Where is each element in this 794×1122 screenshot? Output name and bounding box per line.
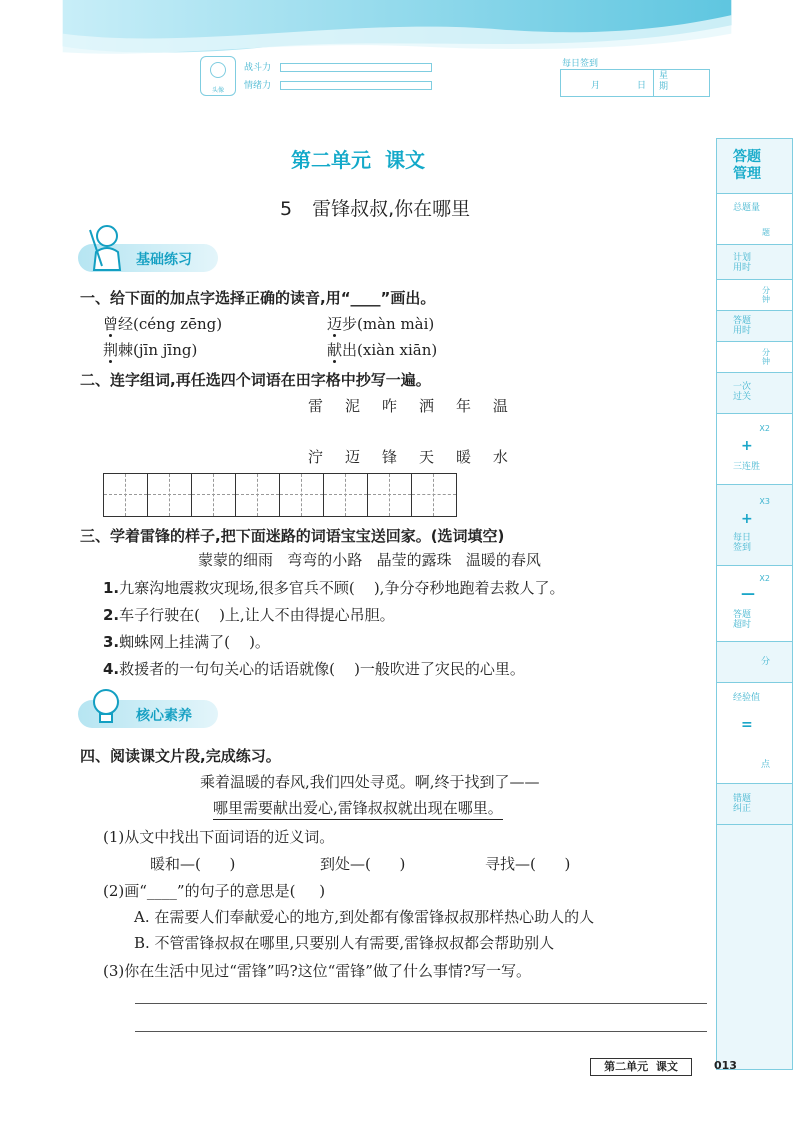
- power-label: 战斗力: [244, 63, 272, 73]
- q1-item-1: [103, 313, 222, 334]
- bulb-icon: [84, 684, 128, 730]
- q2-row1: [308, 395, 508, 416]
- q4-sub1: (1)从文中找出下面词语的近义词。: [103, 828, 335, 846]
- q1-item-2: [327, 313, 434, 334]
- q3-text: 救援者的一句句关心的话语就像( )一般吹进了灾民的心里。: [119, 660, 525, 678]
- q3-num: 4.: [103, 660, 120, 678]
- sidebar-header: [717, 139, 792, 194]
- q1-pinyin[interactable]: 棘(jīn jīng): [118, 341, 198, 359]
- sidebar-row-label: 答题 用时: [733, 316, 752, 336]
- minus-icon: —: [741, 586, 755, 602]
- q2-char[interactable]: 温: [492, 397, 508, 415]
- tianzige-cell[interactable]: [148, 474, 192, 516]
- emphasis-dot: [333, 334, 336, 337]
- q3-text: 车子行驶在( )上,让人不由得提心吊胆。: [119, 606, 395, 624]
- q2-char[interactable]: 洒: [418, 397, 434, 415]
- sidebar-row-label: 答题 超时: [733, 610, 752, 630]
- q3-item-1[interactable]: [103, 577, 564, 598]
- sidebar-row-label: 经验值: [733, 693, 761, 703]
- q3-num: 1.: [103, 579, 120, 597]
- q2-char[interactable]: 暖: [455, 448, 471, 466]
- sidebar-title-1: 答题: [733, 149, 761, 165]
- tianzige-cell[interactable]: [280, 474, 324, 516]
- section-badge-basic: [78, 244, 218, 272]
- q3-item-3[interactable]: [103, 631, 270, 652]
- avatar: [200, 56, 236, 96]
- sidebar-multiplier: X2: [759, 574, 770, 583]
- sidebar-row-checkin[interactable]: [717, 485, 792, 566]
- sidebar-row-overtime[interactable]: [717, 566, 792, 642]
- emphasis-dot: [109, 334, 112, 337]
- checkin-label: 每日签到: [562, 59, 599, 69]
- q3-num: 2.: [103, 606, 120, 624]
- sidebar-row-label: 一次 过关: [733, 382, 752, 402]
- plus-icon: +: [741, 511, 753, 527]
- tianzige-cell[interactable]: [104, 474, 148, 516]
- q1-char: 献: [327, 341, 343, 359]
- sidebar-row-unit: 题: [762, 228, 770, 237]
- sidebar-row-label: 每日 签到: [733, 533, 752, 553]
- q1-title: 一、给下面的加点字选择正确的读音,用“____”画出。: [80, 289, 436, 307]
- date-box[interactable]: [560, 69, 710, 97]
- answer-line[interactable]: [135, 1003, 707, 1004]
- sidebar-row-unit: 点: [760, 760, 770, 770]
- equals-icon: =: [741, 717, 753, 733]
- emphasis-dot: [333, 360, 336, 363]
- q1-char: 荆: [103, 341, 119, 359]
- q1-char: 迈: [327, 315, 343, 333]
- q3-num: 3.: [103, 633, 120, 651]
- q2-char[interactable]: 天: [418, 448, 434, 466]
- q2-title: 二、连字组词,再任选四个词语在田字格中抄写一遍。: [80, 371, 431, 389]
- sidebar-row-exp[interactable]: [717, 683, 792, 784]
- mood-bar: [280, 81, 432, 90]
- q3-item-4[interactable]: [103, 658, 525, 679]
- sidebar-row-streak[interactable]: [717, 414, 792, 485]
- sidebar-row-onepass[interactable]: [717, 373, 792, 414]
- tianzige-cell[interactable]: [192, 474, 236, 516]
- q2-char[interactable]: 水: [492, 448, 508, 466]
- q3-text: 九寨沟地震救灾现场,很多官兵不顾( ),争分夺秒地跑着去救人了。: [119, 579, 565, 597]
- power-bar: [280, 63, 432, 72]
- sidebar-multiplier: X3: [759, 497, 770, 506]
- sidebar-row-used-value[interactable]: [717, 342, 792, 373]
- q4-sub3: (3)你在生活中见过“雷锋”吗?这位“雷锋”做了什么事情?写一写。: [103, 962, 532, 980]
- day-label: 日: [637, 81, 647, 91]
- q2-char[interactable]: 泥: [344, 397, 360, 415]
- sidebar-title-2: 管理: [733, 166, 761, 182]
- avatar-label: 头像: [211, 87, 224, 94]
- lesson-number: 5: [280, 198, 293, 220]
- q4-sub1-item[interactable]: 暖和—( ): [150, 855, 236, 873]
- q1-char: 曾: [103, 315, 119, 333]
- q1-pinyin[interactable]: 步(màn mài): [342, 315, 435, 333]
- q1-item-3: [103, 339, 197, 360]
- month-label: 月: [591, 81, 601, 91]
- tianzige-cell[interactable]: [236, 474, 280, 516]
- sidebar-row-unit: 分 钟: [762, 286, 770, 304]
- q4-option-a[interactable]: A. 在需要人们奉献爱心的地方,到处都有像雷锋叔叔那样热心助人的人: [134, 908, 595, 926]
- q4-title: 四、阅读课文片段,完成练习。: [80, 747, 281, 765]
- tianzige-grid[interactable]: [103, 473, 457, 517]
- sidebar-row-label: 错题 纠正: [733, 794, 752, 814]
- tianzige-cell[interactable]: [324, 474, 368, 516]
- sidebar-row-total[interactable]: [717, 194, 792, 245]
- q4-sub2[interactable]: (2)画“____”的句子的意思是( ): [103, 882, 326, 900]
- section-badge-basic-label: 基础练习: [136, 252, 192, 268]
- unit-title: 第二单元 课文: [291, 148, 425, 172]
- sidebar-multiplier: X2: [759, 424, 770, 433]
- lesson-heading: [280, 194, 470, 221]
- section-badge-core-label: 核心素养: [136, 708, 192, 724]
- q1-pinyin[interactable]: 出(xiàn xiān): [342, 341, 438, 359]
- q1-pinyin[interactable]: 经(céng zēng): [118, 315, 223, 333]
- q3-options: 蒙蒙的细雨 弯弯的小路 晶莹的露珠 温暖的春风: [198, 551, 541, 569]
- sidebar-row-correction[interactable]: [717, 784, 792, 825]
- q2-char[interactable]: 年: [455, 397, 471, 415]
- q4-sub1-item[interactable]: 寻找—( ): [485, 855, 571, 873]
- student-icon: [82, 222, 132, 274]
- footer-unit: 第二单元 课文: [590, 1058, 692, 1076]
- sidebar-row-label: 三连胜: [733, 462, 761, 472]
- q4-option-b[interactable]: B. 不管雷锋叔叔在哪里,只要别人有需要,雷锋叔叔都会帮助别人: [134, 934, 555, 952]
- weekday-label: 星期: [659, 71, 669, 92]
- sidebar-row-plan-value[interactable]: [717, 280, 792, 311]
- answer-management-sidebar: [716, 138, 793, 1070]
- mood-label: 情绪力: [244, 81, 272, 91]
- sidebar-row-unit: 分 钟: [762, 348, 770, 366]
- page-number: 013: [714, 1059, 737, 1072]
- q1-item-4: [327, 339, 437, 360]
- emphasis-dot: [109, 360, 112, 363]
- sidebar-row-score[interactable]: [717, 642, 792, 683]
- sidebar-row-label: 计划 用时: [733, 253, 752, 273]
- q4-passage-line2: 哪里需要献出爱心,雷锋叔叔就出现在哪里。: [213, 797, 503, 820]
- sidebar-row-used[interactable]: [717, 311, 792, 342]
- plus-icon: +: [741, 438, 753, 454]
- section-badge-core: [78, 700, 218, 728]
- tianzige-cell[interactable]: [368, 474, 412, 516]
- q2-char[interactable]: 咋: [381, 397, 397, 415]
- q2-char[interactable]: 雷: [308, 397, 324, 415]
- q2-row2: [308, 446, 508, 467]
- sidebar-row-plan[interactable]: [717, 245, 792, 280]
- q3-title: 三、学着雷锋的样子,把下面迷路的词语宝宝送回家。(选词填空): [80, 527, 505, 545]
- sidebar-row-unit: 分: [760, 657, 770, 667]
- q4-passage-line1: 乘着温暖的春风,我们四处寻觅。啊,终于找到了——: [200, 773, 540, 791]
- sidebar-row-label: 总题量: [733, 203, 761, 213]
- q3-item-2[interactable]: [103, 604, 395, 625]
- q3-text: 蜘蛛网上挂满了( )。: [119, 633, 270, 651]
- q2-char[interactable]: 锋: [381, 448, 397, 466]
- lesson-title: 雷锋叔叔,你在哪里: [312, 198, 471, 220]
- q2-char[interactable]: 迈: [344, 448, 360, 466]
- q2-char[interactable]: 泞: [308, 448, 324, 466]
- tianzige-cell[interactable]: [412, 474, 456, 516]
- answer-line[interactable]: [135, 1031, 707, 1032]
- q4-sub1-item[interactable]: 到处—( ): [320, 855, 406, 873]
